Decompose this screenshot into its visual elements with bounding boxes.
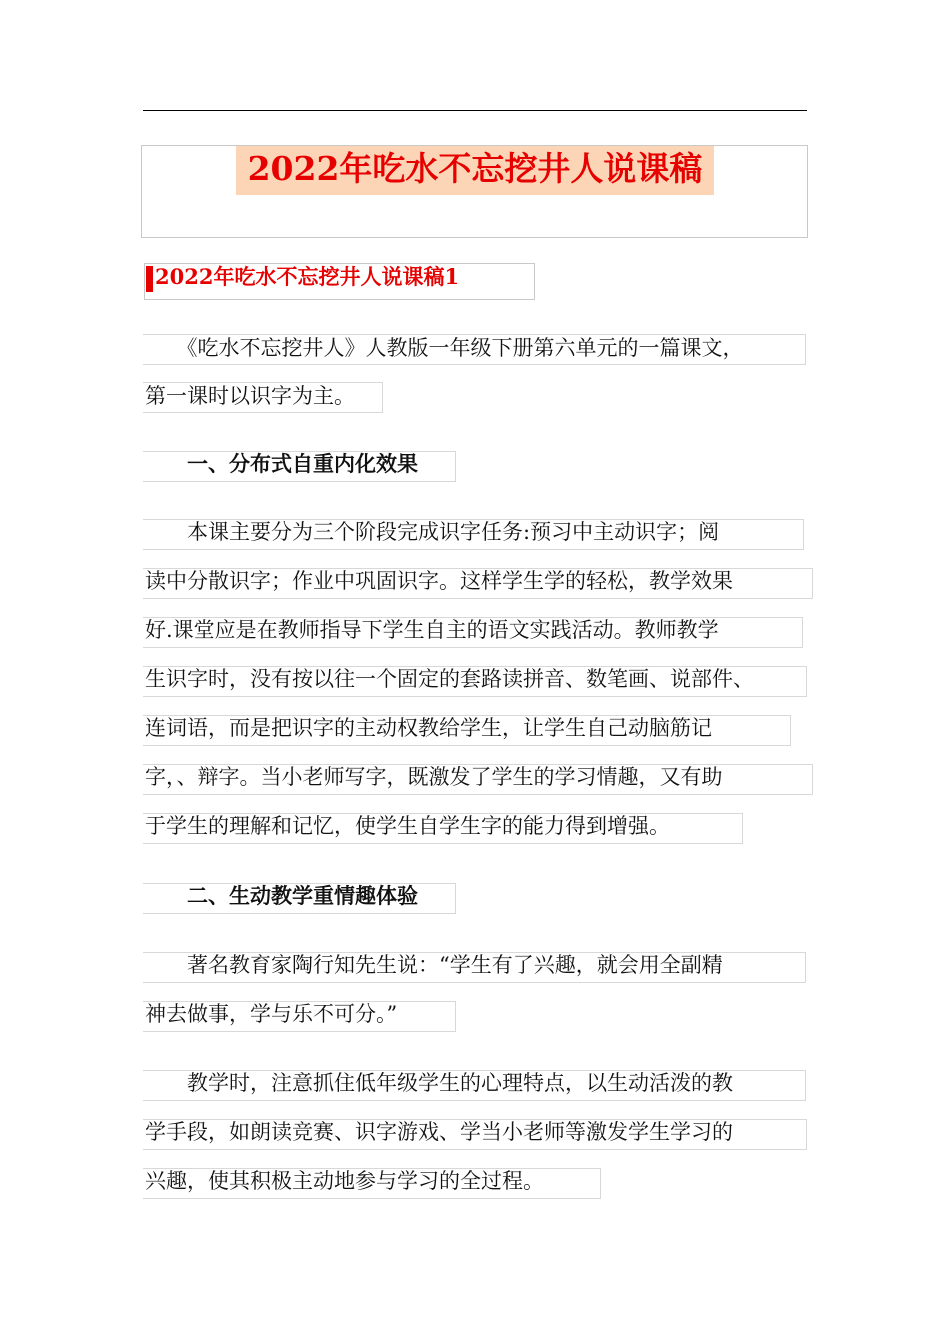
body-text-line: 好.课堂应是在教师指导下学生自主的语文实践活动。教师教学 — [145, 618, 719, 642]
body-text-line: 本课主要分为三个阶段完成识字任务:预习中主动识字；阅 — [145, 520, 720, 544]
body-text-line: 神去做事，学与乐不可分。” — [145, 1002, 398, 1026]
body-text-line: 第一课时以识字为主。 — [145, 384, 355, 408]
body-text-line: 连词语，而是把识字的主动权教给学生，让学生自己动脑筋记 — [145, 716, 712, 740]
body-text-line: 兴趣，使其积极主动地参与学习的全过程。 — [145, 1169, 544, 1193]
body-text-line: 生识字时，没有按以往一个固定的套路读拼音、数笔画、说部件、 — [145, 667, 754, 691]
subtitle-marker — [146, 266, 153, 292]
body-text-line: 著名教育家陶行知先生说：“学生有了兴趣，就会用全副精 — [145, 953, 723, 977]
body-text-line: 于学生的理解和记忆，使学生自学生字的能力得到增强。 — [145, 814, 670, 838]
section-subtitle: 2022年吃水不忘挖井人说课稿1 — [155, 264, 460, 289]
document-title: 2022年吃水不忘挖井人说课稿 — [247, 149, 703, 188]
body-text-line: 教学时，注意抓住低年级学生的心理特点，以生动活泼的教 — [145, 1071, 733, 1095]
section-heading: 一、分布式自重内化效果 — [145, 451, 418, 476]
body-text-line: 学手段，如朗读竞赛、识字游戏、学当小老师等激发学生学习的 — [145, 1120, 733, 1144]
body-text-line: 字，、辩字。当小老师写字，既激发了学生的学习情趣，又有助 — [145, 765, 723, 789]
header-rule — [143, 110, 807, 111]
section-heading: 二、生动教学重情趣体验 — [145, 883, 418, 908]
body-text-line: 《吃水不忘挖井人》人教版一年级下册第六单元的一篇课文， — [145, 336, 744, 360]
body-text-line: 读中分散识字；作业中巩固识字。这样学生学的轻松，教学效果 — [145, 569, 733, 593]
